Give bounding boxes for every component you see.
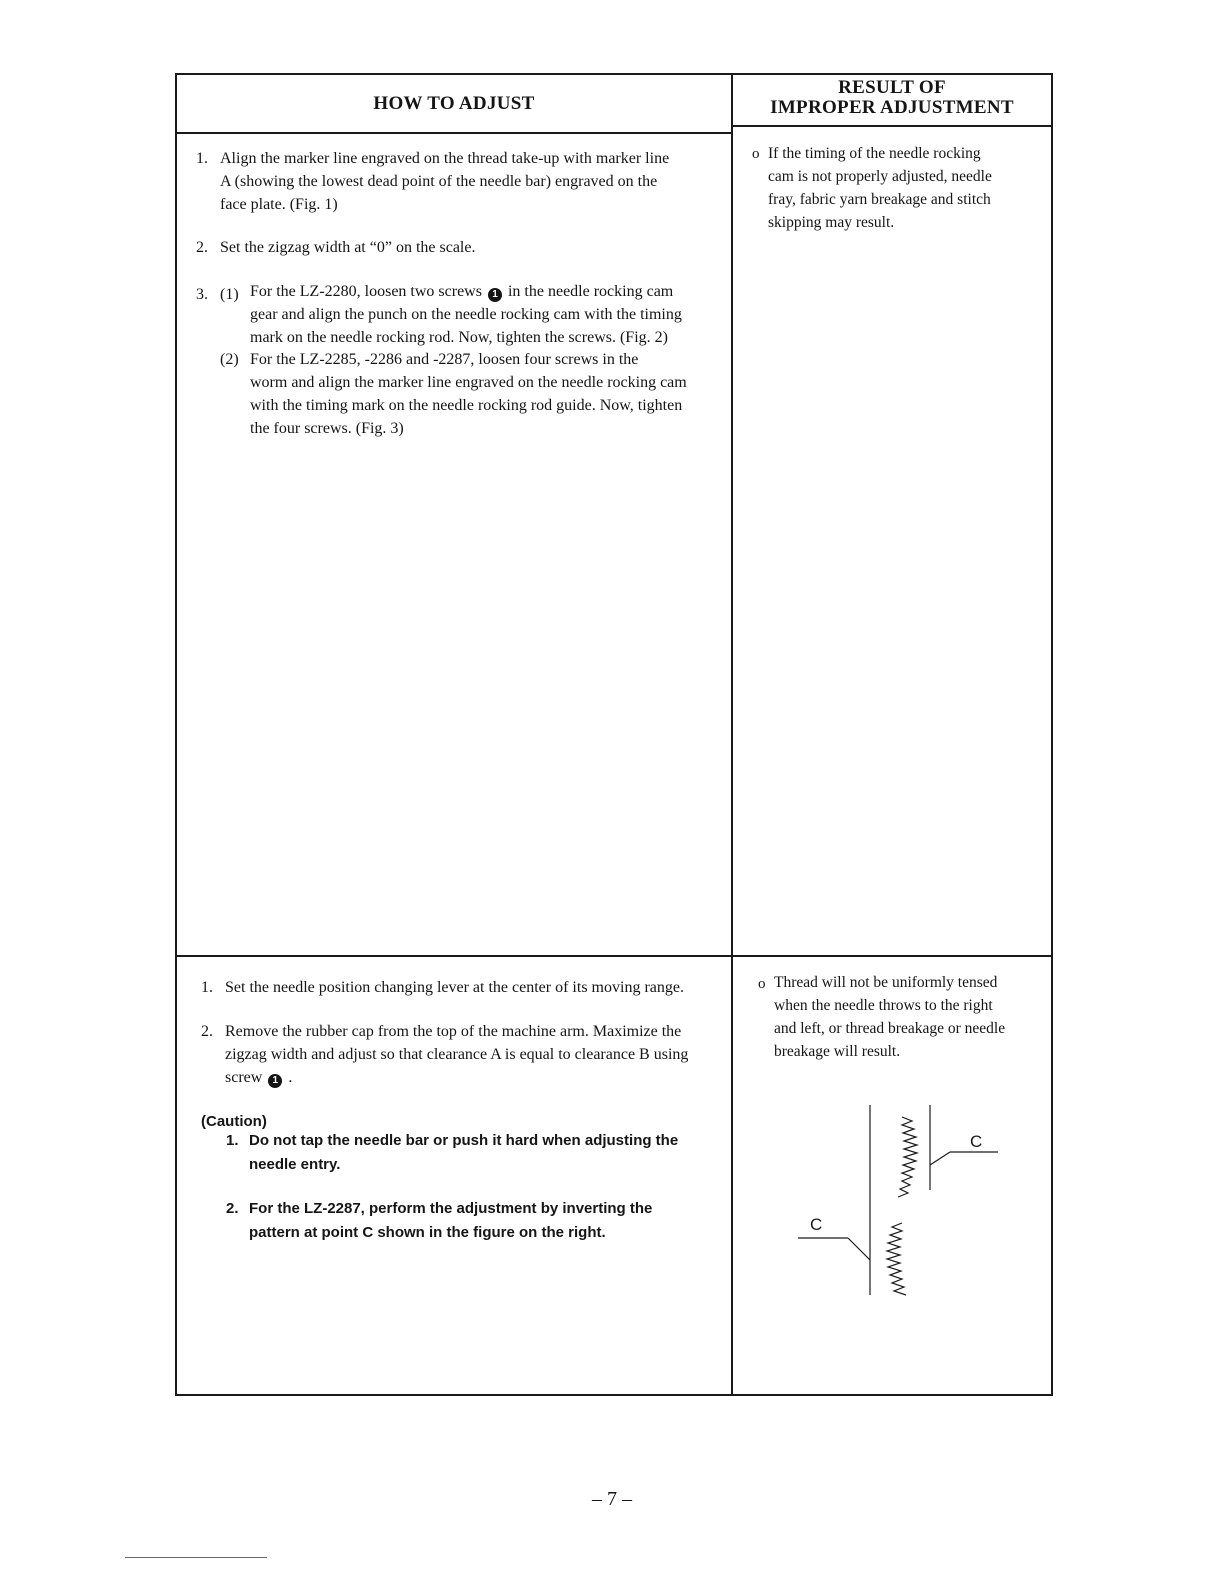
result-header: RESULT OF IMPROPER ADJUSTMENT	[770, 77, 1014, 118]
caution-number: 2.	[226, 1200, 239, 1217]
step-number: 1.	[201, 979, 213, 996]
leader-line-bottom	[848, 1238, 870, 1260]
result-bullet: o	[758, 976, 766, 992]
step-text: For the LZ-2280, loosen two screws 1 in the needle rocking cam gear and align the punch on the needle rocking cam with the timing mark on the needle rocking rod. Now, tighten the screws. (Fig. 2)	[250, 283, 682, 346]
screw-marker-1: 1	[488, 288, 502, 302]
step-text: Set the zigzag width at “0” on the scale.	[220, 239, 476, 256]
stitch-pattern-figure	[780, 1095, 1020, 1310]
label-c-bottom: C	[810, 1215, 823, 1234]
section1-result-text: If the timing of the needle rocking cam is not properly adjusted, needle fray, fabric yarn breakage and stitch skipping may result.	[768, 145, 992, 231]
step-text: Align the marker line engraved on the thread take-up with marker line A (showing the lowest dead point of the needle bar) engraved on the face plate. (Fig. 1)	[220, 150, 670, 213]
caution-title: (Caution)	[201, 1113, 267, 1130]
upper-zigzag	[898, 1117, 917, 1197]
leader-line-top	[930, 1152, 950, 1165]
step-text: For the LZ-2285, -2286 and -2287, loosen four screws in the worm and align the marker line engraved on the needle rocking cam with the timing mark on the needle rocking rod guide. Now, tighten the four screws. (Fig. 3)	[250, 351, 687, 437]
step-number: 1.	[196, 150, 208, 167]
step-number: 2.	[196, 239, 208, 256]
result-bullet: o	[752, 146, 760, 162]
caution-text: For the LZ-2287, perform the adjustment by inverting the pattern at point C shown in the figure on the right.	[249, 1200, 653, 1241]
label-c-top: C	[970, 1132, 983, 1151]
caution-text: Do not tap the needle bar or push it hard when adjusting the needle entry.	[249, 1132, 679, 1173]
step-number: 2.	[201, 1023, 213, 1040]
section2-result-text: Thread will not be uniformly tensed when the needle throws to the right and left, or thread breakage or needle breakage will result.	[774, 974, 1006, 1060]
step-text: Set the needle position changing lever at the center of its moving range.	[225, 979, 684, 996]
sub-step-number: (1)	[220, 286, 239, 303]
section-divider	[175, 955, 1053, 957]
footer-rule	[125, 1557, 267, 1558]
header-rule-right	[731, 125, 1053, 127]
caution-number: 1.	[226, 1132, 239, 1149]
page-number: – 7 –	[592, 1488, 632, 1510]
column-divider	[731, 73, 733, 1396]
lower-zigzag	[887, 1223, 906, 1295]
header-rule-left	[175, 132, 733, 134]
step-number: 3.	[196, 286, 208, 303]
sub-step-number: (2)	[220, 351, 239, 368]
step-text: Remove the rubber cap from the top of the machine arm. Maximize the zigzag width and adjust so that clearance A is equal to clearance B using screw 1 .	[225, 1023, 689, 1086]
how-to-adjust-header: HOW TO ADJUST	[373, 93, 535, 114]
screw-marker-1: 1	[268, 1074, 282, 1088]
